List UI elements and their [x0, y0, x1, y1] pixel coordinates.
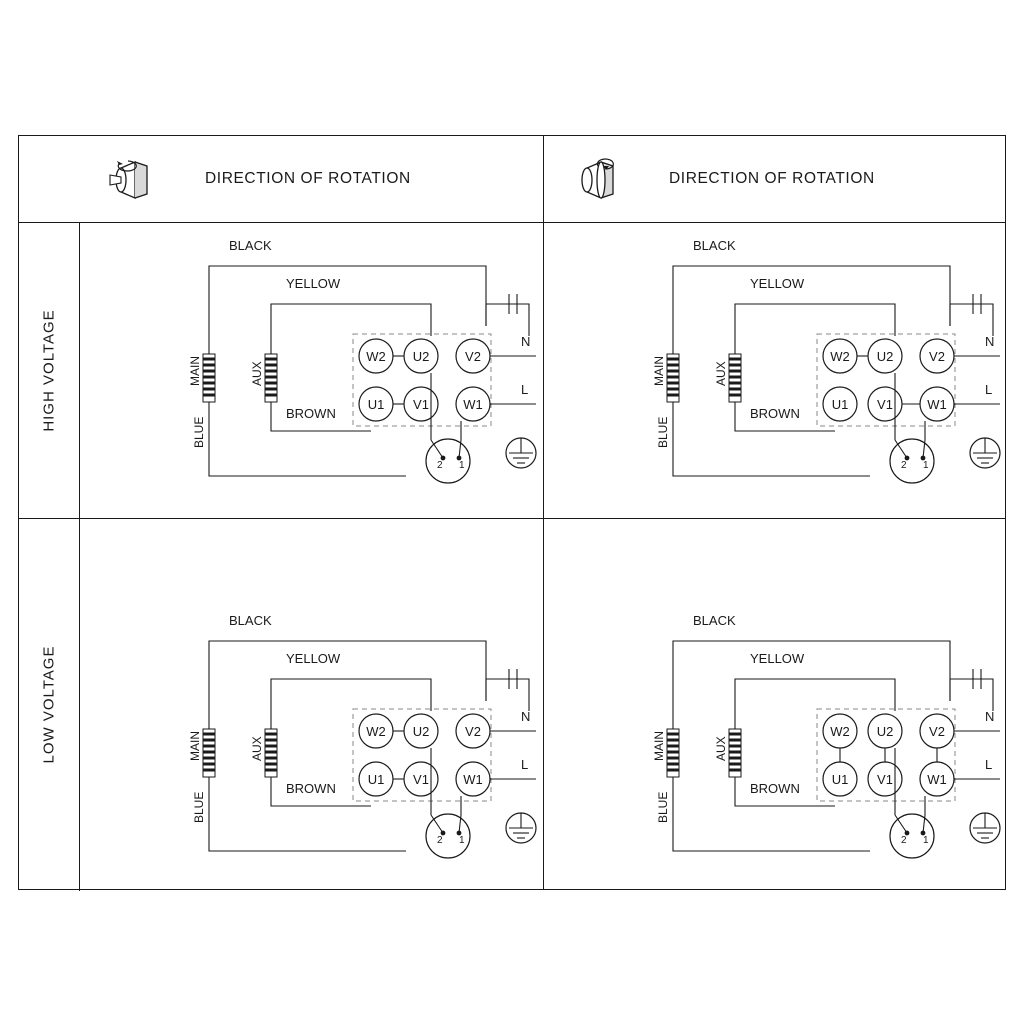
label-cap-1: 1 — [459, 460, 465, 471]
label-cap-1: 1 — [923, 460, 929, 471]
terminal-v1: V1 — [413, 772, 429, 787]
label-l: L — [985, 382, 993, 397]
label-aux: AUX — [250, 736, 264, 761]
label-blue: BLUE — [192, 791, 206, 823]
row-label-high-voltage — [19, 222, 79, 518]
header-left-title: DIRECTION OF ROTATION — [205, 170, 411, 187]
label-main: MAIN — [188, 356, 202, 386]
label-l: L — [521, 757, 529, 772]
terminal-v1: V1 — [413, 397, 429, 412]
terminal-w2: W2 — [830, 349, 850, 364]
label-n: N — [985, 334, 995, 349]
label-black: BLACK — [229, 613, 272, 628]
terminal-v2: V2 — [465, 724, 481, 739]
terminal-v2: V2 — [465, 349, 481, 364]
terminal-u2: U2 — [876, 349, 894, 364]
label-cap-1: 1 — [923, 835, 929, 846]
label-n: N — [521, 334, 531, 349]
label-aux: AUX — [250, 361, 264, 386]
terminal-v2: V2 — [929, 724, 945, 739]
row-label-low-voltage-text: LOW VOLTAGE — [40, 645, 58, 764]
row-label-low-voltage — [19, 518, 79, 891]
diagram-sheet — [18, 135, 1006, 890]
label-blue: BLUE — [656, 791, 670, 823]
header-right — [543, 136, 1007, 222]
label-blue: BLUE — [656, 416, 670, 448]
panel-lv-cw — [545, 601, 1015, 891]
terminal-w2: W2 — [366, 724, 386, 739]
panel-lv-ccw — [81, 601, 551, 891]
label-cap-2: 2 — [901, 835, 907, 846]
motor-shaft-cw-icon — [565, 156, 627, 202]
terminal-w1: W1 — [463, 772, 483, 787]
label-brown: BROWN — [750, 781, 800, 796]
label-main: MAIN — [652, 731, 666, 761]
panel-hv-ccw — [81, 226, 551, 516]
terminal-w1: W1 — [463, 397, 483, 412]
motor-shaft-ccw-icon — [101, 156, 163, 202]
terminal-u2: U2 — [412, 724, 430, 739]
terminal-w2: W2 — [830, 724, 850, 739]
terminal-w1: W1 — [927, 397, 947, 412]
label-brown: BROWN — [286, 406, 336, 421]
label-black: BLACK — [693, 238, 736, 253]
terminal-u2: U2 — [412, 349, 430, 364]
panel-hv-cw — [545, 226, 1015, 516]
label-yellow: YELLOW — [750, 651, 805, 666]
label-cap-2: 2 — [437, 835, 443, 846]
terminal-u1: U1 — [367, 772, 385, 787]
label-cap-2: 2 — [901, 460, 907, 471]
label-main: MAIN — [652, 356, 666, 386]
terminal-w1: W1 — [927, 772, 947, 787]
label-yellow: YELLOW — [286, 276, 341, 291]
label-cap-2: 2 — [437, 460, 443, 471]
divider-header — [19, 222, 1005, 223]
label-aux: AUX — [714, 361, 728, 386]
label-black: BLACK — [693, 613, 736, 628]
terminal-w2: W2 — [366, 349, 386, 364]
label-cap-1: 1 — [459, 835, 465, 846]
terminal-u1: U1 — [367, 397, 385, 412]
terminal-u2: U2 — [876, 724, 894, 739]
label-l: L — [521, 382, 529, 397]
divider-label-column — [79, 222, 80, 891]
label-brown: BROWN — [750, 406, 800, 421]
terminal-u1: U1 — [831, 397, 849, 412]
divider-rows — [19, 518, 1005, 519]
header-left — [79, 136, 543, 222]
label-n: N — [521, 709, 531, 724]
label-yellow: YELLOW — [750, 276, 805, 291]
label-brown: BROWN — [286, 781, 336, 796]
terminal-u1: U1 — [831, 772, 849, 787]
terminal-v1: V1 — [877, 397, 893, 412]
terminal-v1: V1 — [877, 772, 893, 787]
label-blue: BLUE — [192, 416, 206, 448]
label-aux: AUX — [714, 736, 728, 761]
terminal-v2: V2 — [929, 349, 945, 364]
label-yellow: YELLOW — [286, 651, 341, 666]
row-label-high-voltage-text: HIGH VOLTAGE — [40, 308, 58, 432]
label-main: MAIN — [188, 731, 202, 761]
header-right-title: DIRECTION OF ROTATION — [669, 170, 875, 187]
label-l: L — [985, 757, 993, 772]
label-n: N — [985, 709, 995, 724]
label-black: BLACK — [229, 238, 272, 253]
